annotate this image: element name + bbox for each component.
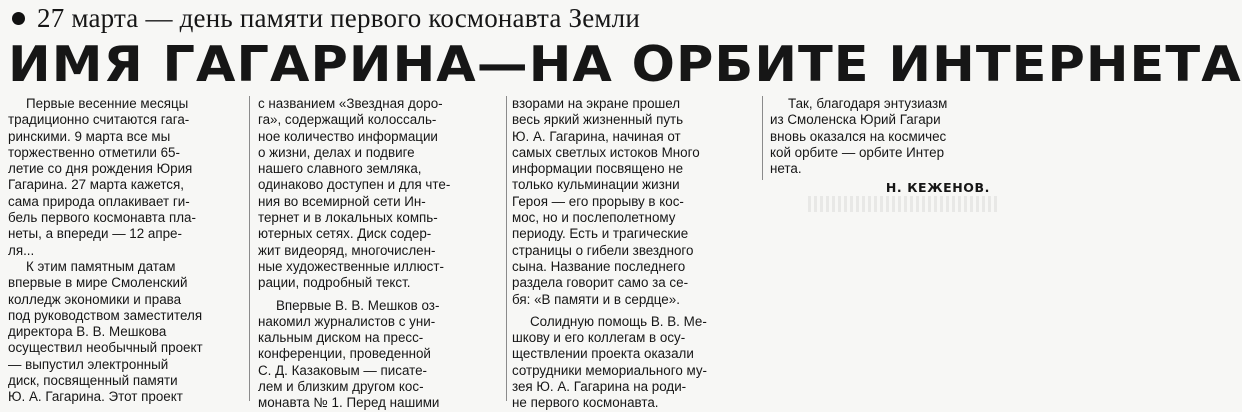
text-line: кой орбите — орбите Интер [770,144,945,160]
text-line: неты, а впереди — 12 апре- [8,226,182,242]
text-line: весь яркий жизненный путь [512,112,684,128]
text-line: информации посвящено не [512,161,684,177]
text-line: директора В. В. Мешкова [8,324,167,340]
text-line: торжественно отметили 65- [8,144,180,160]
text-line: с названием «Звездная доро- [258,96,443,111]
text-line: традиционно считаются гага- [8,112,190,128]
text-line: шкову и его коллегам в осу- [512,330,686,346]
text-line: Ю. А. Гагарина. Этот проект [8,389,183,405]
text-line: нета. [770,161,802,177]
text-line: Гагарина. 27 марта кажется, [8,177,184,193]
text-line: мос, но и послеполетному [512,210,676,226]
text-line: не первого космонавта. [512,395,659,411]
text-line: — выпустил электронный [8,356,169,372]
text-line: впервые в мире Смоленский [8,275,188,291]
text-line: колледж экономики и права [8,291,182,307]
text-line: диск, посвященный памяти [8,373,178,389]
bleed-through-texture [760,2,998,30]
text-line: ютерных сетях. Диск содер- [258,226,432,242]
text-line: одинаково доступен и для чте- [258,177,451,193]
text-line: монавта № 1. Перед нашими [258,395,440,411]
kicker-text: 27 марта — день памяти первого космонавта Земли [37,2,640,33]
article-column-3 [512,96,752,411]
text-line: бель первого космонавта пла- [8,210,196,226]
text-line: жит видеоряд, многочислен- [258,242,436,258]
text-line: вновь оказался на космичес [770,128,947,144]
paragraph [8,259,240,406]
column-rule [506,96,507,401]
text-line: Солидную помощь В. В. Ме- [530,313,707,329]
text-line: периоду. Есть и трагические [512,226,689,242]
text-line: конференции, проведенной [258,346,431,362]
text-line: ния во всемирной сети Ин- [258,193,426,209]
text-line: ные художественные иллюст- [258,258,444,274]
paragraph [770,96,996,177]
kicker-line [10,2,640,34]
text-line: тернет и в локальных компь- [258,210,438,226]
text-line: из Смоленска Юрий Гагари [770,112,941,128]
text-line: взорами на экране прошел [512,96,681,111]
text-line: о жизни, делах и подвиге [258,144,415,160]
article-column-2 [258,96,500,411]
text-line: Впервые В. В. Мешков оз- [276,297,440,313]
bleed-through-texture [808,196,998,212]
text-line: летие со дня рождения Юрия [8,161,193,177]
author-signature: Н. КЕЖЕНОВ. [885,180,990,195]
paragraph [8,96,240,259]
bullet-icon [12,12,25,25]
text-line: нашего славного земляка, [258,161,422,177]
headline: ИМЯ ГАГАРИНА—НА ОРБИТЕ ИНТЕРНЕТА [8,36,1242,93]
text-line: сына. Название последнего [512,258,686,274]
text-line: рации, подробный текст. [258,275,411,291]
text-line: сотрудники мемориального му- [512,362,708,378]
paragraph [512,314,752,412]
text-line: под руководством заместителя [8,307,203,323]
text-line: Так, благодаря энтузиазм [788,96,948,111]
text-line: бя: «В памяти и в сердце». [512,291,680,307]
text-line: га», содержащий колоссаль- [258,112,437,128]
text-line: осуществил необычный проект [8,340,203,356]
text-line: Первые весенние месяцы [26,96,189,111]
text-line: только кульминации жизни [512,177,680,193]
column-rule [249,96,250,401]
text-line: С. Д. Казаковым — писате- [258,362,428,378]
paragraph [258,298,500,412]
text-line: К этим памятным датам [26,258,176,274]
text-line: Героя — его прорыву в кос- [512,193,684,209]
paragraph [512,96,752,308]
text-line: ное количество информации [258,128,438,144]
text-line: ществлении проекта оказали [512,346,694,362]
text-line: ля... [8,242,35,258]
text-line: кальным диском на пресс- [258,330,424,346]
text-line: самых светлых истоков Много [512,144,700,160]
text-line: сама природа оплакивает ги- [8,193,190,209]
text-line: зея Ю. А. Гагарина на роди- [512,379,687,395]
paragraph [258,96,500,292]
text-line: накомил журналистов с уни- [258,313,436,329]
article-column-1 [8,96,240,405]
text-line: страницы о гибели звездного [512,242,694,258]
column-rule [762,96,763,180]
text-line: лем и близким другом кос- [258,379,424,395]
text-line: Ю. А. Гагарина, начиная от [512,128,681,144]
text-line: ринскими. 9 марта все мы [8,128,171,144]
text-line: раздела говорит само за се- [512,275,689,291]
